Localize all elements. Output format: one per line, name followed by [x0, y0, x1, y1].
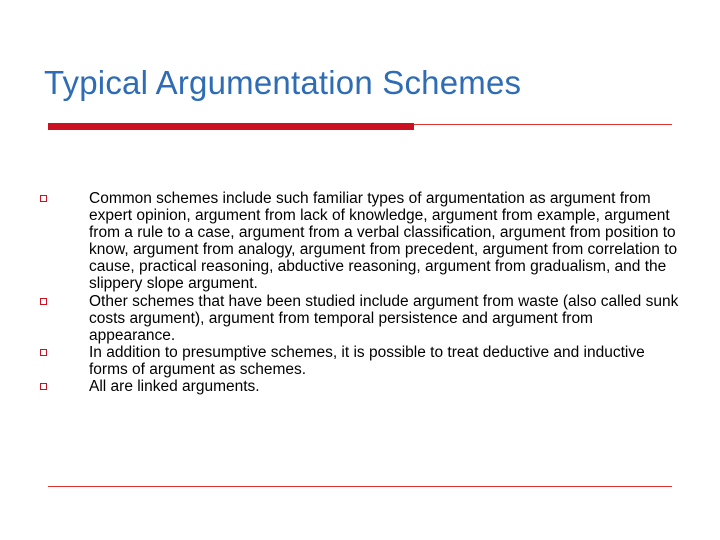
footer-divider: [48, 486, 672, 487]
bullet-item: [40, 293, 680, 344]
bullet-text: In addition to presumptive schemes, it is possible to treat deductive and inductive forms of argument as schemes.: [89, 343, 645, 378]
slide-title: Typical Argumentation Schemes: [44, 64, 522, 101]
title-underline-thick: [48, 123, 414, 130]
hollow-square-bullet-icon: [40, 349, 47, 356]
bullet-item: [40, 344, 680, 378]
hollow-square-bullet-icon: [40, 298, 47, 305]
hollow-square-bullet-icon: [40, 195, 47, 202]
bullet-item: [40, 190, 680, 293]
hollow-square-bullet-icon: [40, 383, 47, 390]
bullet-text: Other schemes that have been studied include argument from waste (also called sunk costs argument), argument from temporal persistence and argument from appearance.: [89, 292, 679, 344]
bullet-text: Common schemes include such familiar types of argumentation as argument from expert opinion, argument from lack of knowledge, argument from example, argument from a rule to a case, argument from a verbal classification, argument from position to know, argument from analogy, argument from precedent, argument from correlation to cause, practical reasoning, abductive reasoning, argument from gradualism, and the slippery slope argument.: [89, 190, 678, 293]
bullet-list: [40, 190, 680, 395]
bullet-text: All are linked arguments.: [89, 378, 260, 396]
bullet-item: [40, 378, 680, 395]
